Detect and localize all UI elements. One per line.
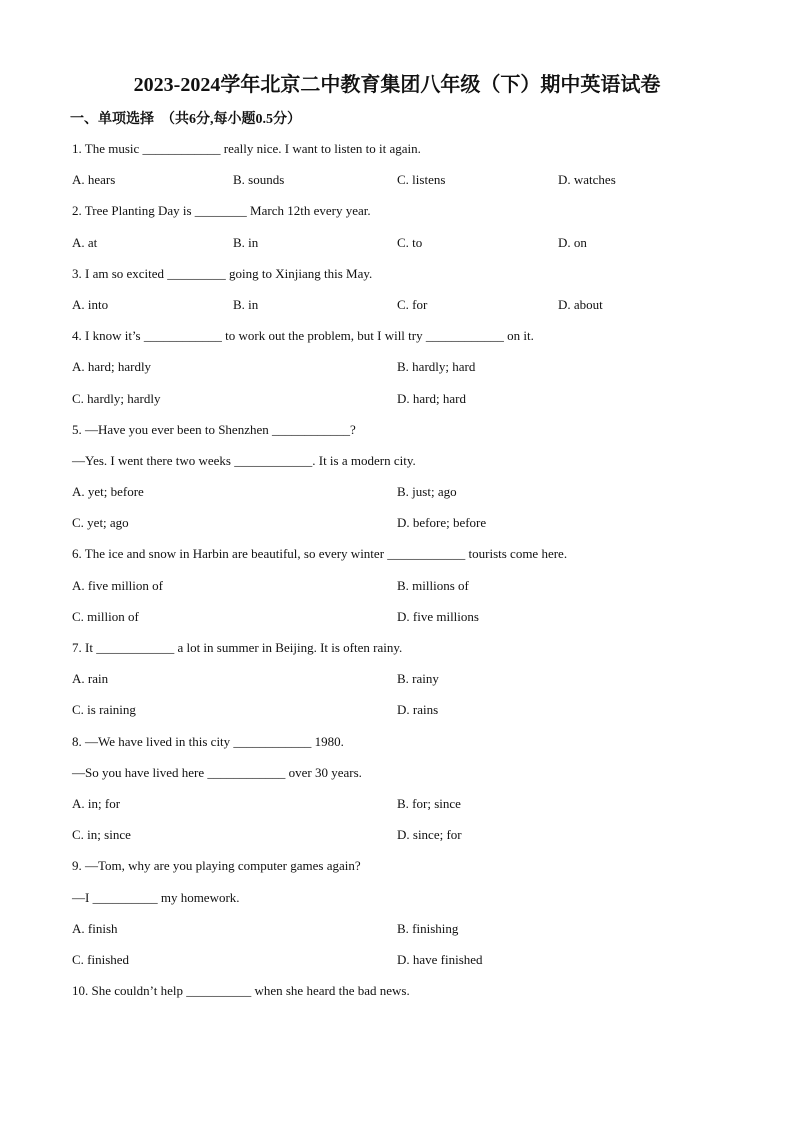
- question-text: —So you have lived here ____________ over 30 years.: [72, 764, 362, 780]
- answer-option: C. million of: [72, 608, 139, 624]
- question-text: 1. The music ____________ really nice. I want to listen to it again.: [72, 141, 421, 156]
- option-row: [72, 607, 752, 638]
- answer-option: B. rainy: [397, 671, 439, 687]
- answer-option: D. since; for: [397, 827, 462, 843]
- option-row: [72, 357, 752, 388]
- answer-option: C. finished: [72, 951, 130, 967]
- option-row: [72, 669, 752, 700]
- option-row: [72, 170, 752, 201]
- answer-option: D. hard; hard: [397, 390, 466, 406]
- option-row: [72, 576, 752, 607]
- answer-option: A. at: [72, 234, 98, 250]
- question-text: —Yes. I went there two weeks ____________. It is a modern city.: [72, 452, 416, 468]
- option-row: [72, 919, 752, 950]
- answer-option: A. hears: [72, 172, 116, 188]
- answer-option: D. watches: [558, 172, 616, 188]
- answer-option: C. to: [397, 234, 423, 250]
- answer-option: A. rain: [72, 671, 109, 687]
- question-text: 10. She couldn’t help __________ when she heard the bad news.: [72, 983, 410, 999]
- answer-option: D. rains: [397, 702, 439, 718]
- answer-option: D. before; before: [397, 515, 487, 531]
- answer-option: C. listens: [397, 172, 446, 188]
- question-text: 6. The ice and snow in Harbin are beautiful, so every winter ____________ tourists come here.: [72, 546, 568, 562]
- answer-option: A. finish: [72, 920, 118, 936]
- answer-option: C. in; since: [72, 827, 131, 843]
- answer-option: A. five million of: [72, 577, 163, 593]
- section-heading: 一、单项选择 （共6分,每小题0.5分）: [70, 112, 301, 127]
- answer-option: A. hard; hardly: [72, 359, 152, 375]
- option-row: [72, 794, 752, 825]
- option-row: [72, 700, 752, 731]
- answer-option: D. about: [558, 296, 603, 312]
- answer-option: D. five millions: [397, 608, 479, 624]
- option-row: [72, 295, 752, 326]
- answer-option: A. yet; before: [72, 484, 144, 500]
- answer-option: B. millions of: [397, 577, 469, 593]
- question-text: 7. It ____________ a lot in summer in Beijing. It is often rainy.: [72, 640, 403, 655]
- question-text: —I __________ my homework.: [72, 889, 240, 905]
- question-text: 2. Tree Planting Day is ________ March 12th every year.: [72, 203, 371, 219]
- question-text: 3. I am so excited _________ going to Xinjiang this May.: [72, 265, 373, 281]
- answer-option: C. yet; ago: [72, 515, 129, 531]
- option-row: [72, 513, 752, 544]
- answer-option: A. in; for: [72, 795, 121, 811]
- question-list: [72, 139, 752, 1012]
- answer-option: B. hardly; hard: [397, 359, 476, 375]
- question-text: 8. —We have lived in this city ____________ 1980.: [72, 733, 344, 749]
- answer-option: A. into: [72, 296, 109, 312]
- answer-option: D. have finished: [397, 951, 483, 967]
- option-row: [72, 825, 752, 856]
- option-row: [72, 482, 752, 513]
- question-text: 5. —Have you ever been to Shenzhen ____________?: [72, 421, 356, 437]
- answer-option: C. hardly; hardly: [72, 390, 161, 406]
- answer-option: B. in: [233, 296, 259, 312]
- answer-option: C. for: [397, 296, 428, 312]
- answer-option: B. sounds: [233, 172, 285, 188]
- option-row: [72, 233, 752, 264]
- question-text: 4. I know it’s ____________ to work out the problem, but I will try ____________ on it.: [72, 328, 534, 344]
- question-text: 9. —Tom, why are you playing computer games again?: [72, 858, 361, 874]
- answer-option: B. in: [233, 234, 259, 250]
- option-row: [72, 950, 752, 981]
- answer-option: B. for; since: [397, 795, 461, 811]
- option-row: [72, 389, 752, 420]
- answer-option: D. on: [558, 234, 587, 250]
- page-title: 2023-2024学年北京二中教育集团八年级（下）期中英语试卷: [133, 74, 661, 96]
- answer-option: B. finishing: [397, 920, 459, 936]
- answer-option: C. is raining: [72, 702, 136, 718]
- answer-option: B. just; ago: [397, 484, 457, 500]
